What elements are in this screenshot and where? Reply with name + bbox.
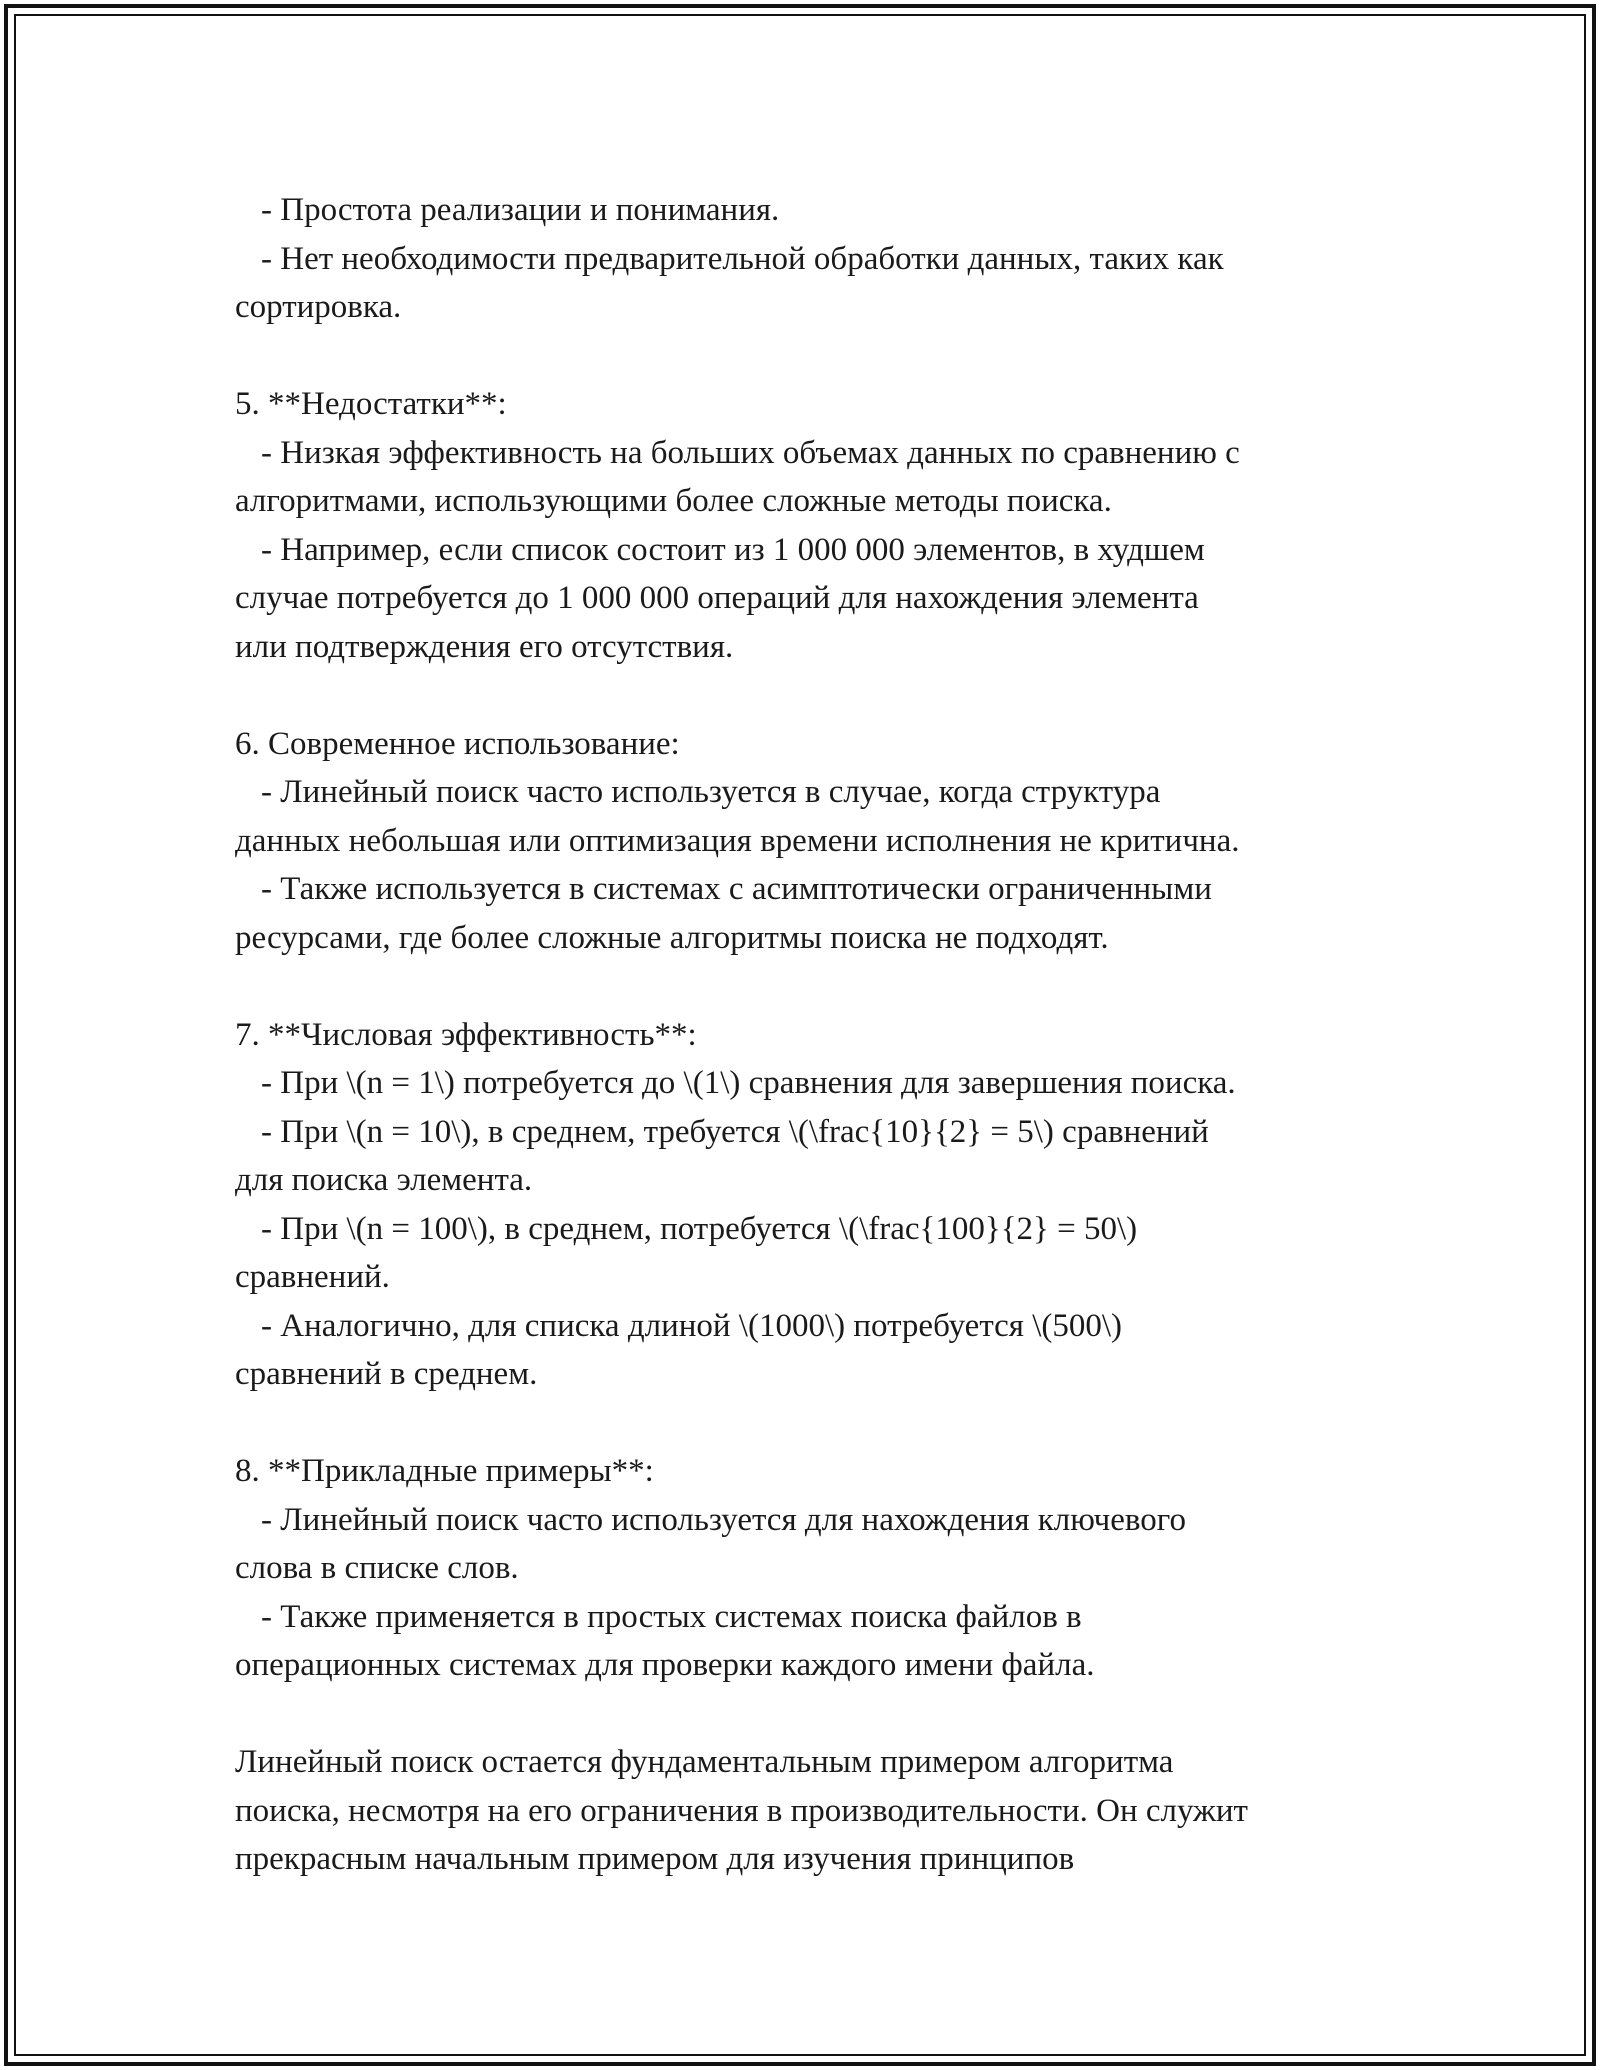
conclusion-line: прекрасным начальным примером для изучения принципов [235,1841,1075,1877]
blank-line [235,671,1395,720]
section-heading: 5. **Недостатки**: [235,386,507,422]
text-line: данных небольшая или оптимизация времени исполнения не критична. [235,822,1240,859]
text-line: сравнений в среднем. [235,1356,538,1392]
text-line: сортировка. [235,289,402,325]
text-line: - Например, если список состоит из 1 000 000 элементов, в худшем [261,531,1205,568]
text-line: сравнений. [235,1259,390,1295]
section-heading: 7. **Числовая эффективность**: [235,1016,697,1053]
section-heading: 6. Современное использование: [235,725,680,762]
blank-line [235,332,1395,381]
text-line: ресурсами, где более сложные алгоритмы поиска не подходят. [235,919,1109,956]
blank-line [235,1399,1395,1448]
text-line: - Также используется в системах с асимптотически ограниченными [261,871,1212,907]
text-line: - При \(n = 10\), в среднем, требуется \(\frac{10}{2} = 5\) сравнений [261,1113,1209,1150]
blank-line [235,962,1395,1011]
section-heading: 8. **Прикладные примеры**: [235,1453,654,1489]
text-line: - Линейный поиск часто используется для нахождения ключевого [261,1501,1186,1538]
text-line: - При \(n = 1\) потребуется до \(1\) сравнения для завершения поиска. [261,1065,1236,1101]
text-line: - При \(n = 100\), в среднем, потребуется \(\frac{100}{2} = 50\) [261,1210,1138,1247]
text-line: - Линейный поиск часто используется в случае, когда структура [261,774,1161,810]
text-line: алгоритмами, использующими более сложные методы поиска. [235,483,1112,519]
text-line: случае потребуется до 1 000 000 операций для нахождения элемента [235,580,1199,616]
text-line: - Низкая эффективность на больших объемах данных по сравнению с [261,434,1240,471]
text-line: - Также применяется в простых системах поиска файлов в [261,1598,1082,1635]
text-line: для поиска элемента. [235,1162,533,1198]
text-line: - Простота реализации и понимания. [261,192,780,228]
text-line: - Нет необходимости предварительной обработки данных, таких как [261,240,1224,277]
conclusion-line: поиска, несмотря на его ограничения в производительности. Он служит [235,1792,1248,1829]
text-line: или подтверждения его отсутствия. [235,628,734,665]
text-line: слова в списке слов. [235,1550,519,1586]
blank-line [235,1690,1395,1739]
document-body [235,186,1395,1884]
text-line: операционных системах для проверки каждого имени файла. [235,1647,1095,1683]
conclusion-line: Линейный поиск остается фундаментальным примером алгоритма [235,1744,1174,1780]
text-line: - Аналогично, для списка длиной \(1000\) потребуется \(500\) [261,1307,1123,1344]
